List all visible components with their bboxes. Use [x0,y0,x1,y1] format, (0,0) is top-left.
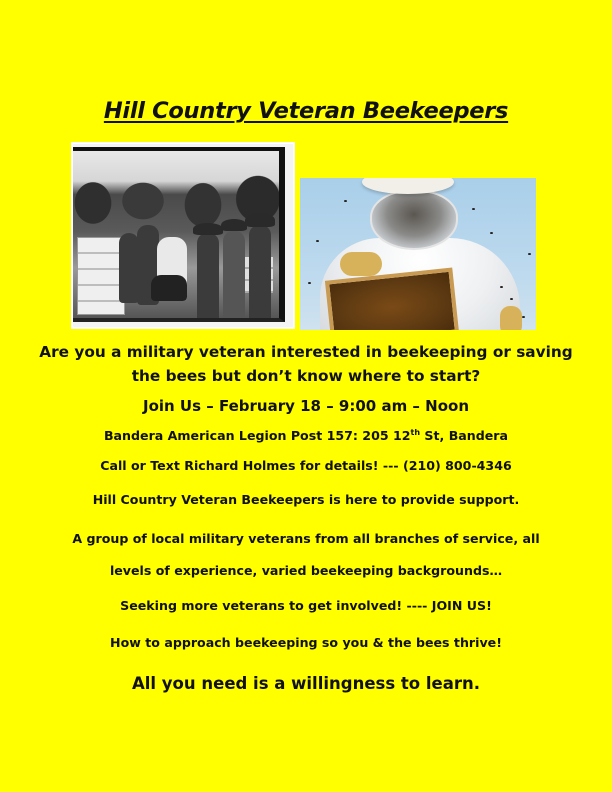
location-ordinal: th [410,428,421,437]
campaign-hat [221,219,247,231]
bee-icon [316,240,319,242]
flyer-title: Hill Country Veteran Beekeepers [103,98,509,124]
beehive-box [77,237,125,315]
closing-statement: All you need is a willingness to learn. [131,674,481,693]
bee-icon [522,316,525,318]
location-prefix: Bandera American Legion Post 157: 205 12 [103,428,411,443]
soldier-figure [223,231,245,322]
event-location [0,428,612,443]
modern-beekeeper-photo [300,178,536,330]
campaign-hat [245,213,275,227]
soldier-figure [249,225,271,322]
historic-soldiers-beekeeping-photo [71,142,295,329]
location-suffix: St, Bandera [420,428,509,443]
campaign-hat [193,223,223,235]
person-kneeling [151,275,187,301]
question-line-2: the bees but don’t know where to start? [131,367,481,385]
soldier-figure [197,233,219,322]
glove [500,306,522,330]
bee-icon [344,200,347,202]
bee-icon [472,208,475,210]
bee-icon [528,253,531,255]
group-description-line-2: levels of experience, varied beekeeping backgrounds… [109,563,503,578]
bee-icon [490,232,493,234]
contact-info: Call or Text Richard Holmes for details! --- (210) 800-4346 [100,458,512,473]
event-date-time: Join Us – February 18 – 9:00 am – Noon [142,397,469,415]
approach-statement: How to approach beekeeping so you & the bees thrive! [110,635,502,650]
group-description-line-1: A group of local military veterans from all branches of service, all [72,531,540,546]
question-line-1: Are you a military veteran interested in beekeeping or saving [39,343,573,361]
beekeeper-veil [370,190,458,250]
bee-icon [510,298,513,300]
beekeeper-hat [362,178,454,194]
person-figure [119,233,139,303]
seeking-veterans: Seeking more veterans to get involved! ---- JOIN US! [120,598,492,613]
bee-icon [308,282,311,284]
bee-icon [500,286,503,288]
support-statement: Hill Country Veteran Beekeepers is here to provide support. [92,492,520,507]
glove [340,252,382,276]
